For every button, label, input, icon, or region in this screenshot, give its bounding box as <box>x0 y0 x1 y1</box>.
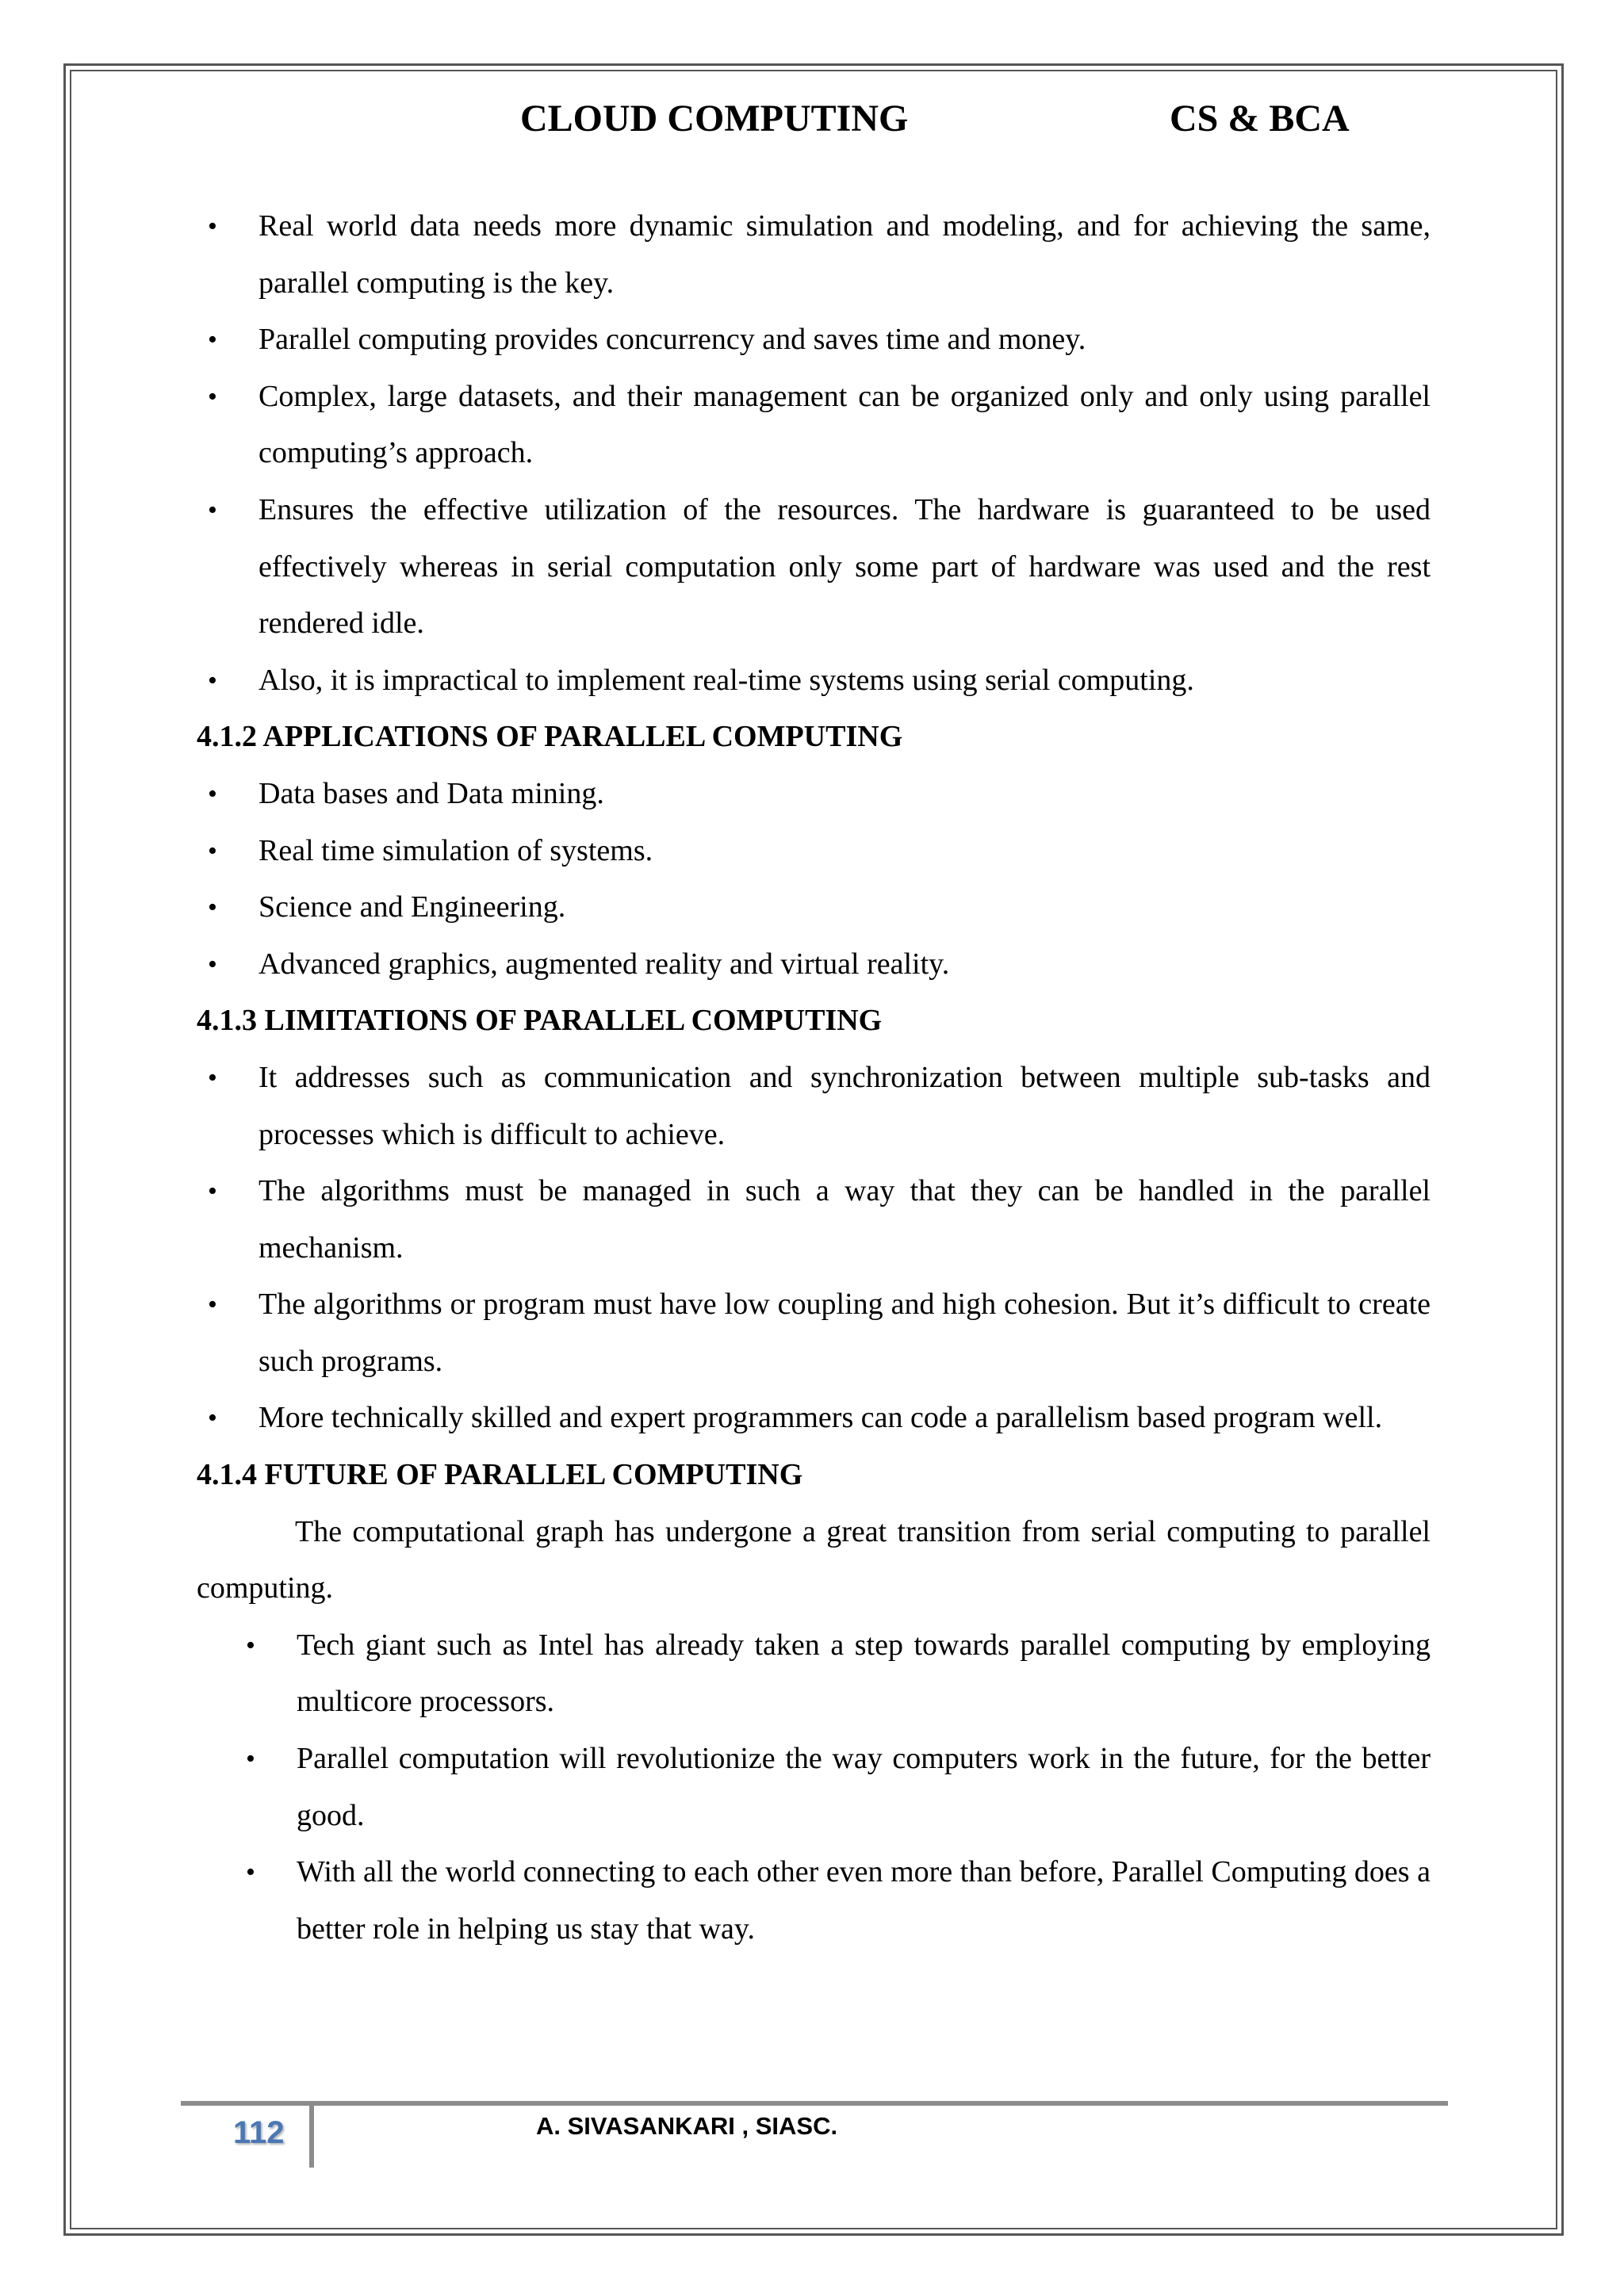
page-content <box>197 198 1431 1957</box>
list-item: • More technically skilled and expert programmers can code a parallelism based program well. <box>197 1390 1431 1447</box>
limitations-bullet-list <box>197 1050 1431 1447</box>
list-item: • It addresses such as communication and synchronization between multiple sub-tasks and processes which is difficult to achieve. <box>197 1050 1431 1163</box>
list-item: • With all the world connecting to each other even more than before, Parallel Computing does a better role in helping us stay that way. <box>197 1844 1431 1957</box>
list-item: • Also, it is impractical to implement real-time systems using serial computing. <box>197 652 1431 710</box>
list-item: • Real time simulation of systems. <box>197 823 1431 880</box>
future-bullet-list <box>197 1617 1431 1958</box>
header-title: CLOUD COMPUTING <box>520 98 909 140</box>
page-number: 112 <box>233 2115 285 2150</box>
list-item: • Advanced graphics, augmented reality and virtual reality. <box>197 936 1431 993</box>
applications-bullet-list <box>197 766 1431 993</box>
list-item: • Real world data needs more dynamic simulation and modeling, and for achieving the same, parallel computing is the key. <box>197 198 1431 312</box>
footer-rule <box>181 2101 1448 2106</box>
section-heading-limitations: 4.1.3 LIMITATIONS OF PARALLEL COMPUTING <box>197 1004 883 1038</box>
header-course: CS & BCA <box>1170 98 1350 140</box>
section-heading-future: 4.1.4 FUTURE OF PARALLEL COMPUTING <box>197 1458 803 1492</box>
page-header <box>0 97 1624 144</box>
list-item: • Data bases and Data mining. <box>197 766 1431 823</box>
list-item: • The algorithms or program must have low coupling and high cohesion. But it’s difficult to create such programs. <box>197 1276 1431 1390</box>
list-item: • Parallel computing provides concurrency and saves time and money. <box>197 312 1431 369</box>
list-item: • Parallel computation will revolutionize the way computers work in the future, for the better good. <box>197 1731 1431 1844</box>
list-item: • The algorithms must be managed in such a way that they can be handled in the parallel mechanism. <box>197 1163 1431 1276</box>
list-item: • Complex, large datasets, and their management can be organized only and only using parallel computing’s approach. <box>197 369 1431 482</box>
future-paragraph: The computational graph has undergone a great transition from serial computing to parallel computing. <box>197 1514 1431 1605</box>
intro-bullet-list <box>197 198 1431 709</box>
list-item: • Tech giant such as Intel has already taken a step towards parallel computing by employing multicore processors. <box>197 1617 1431 1731</box>
list-item: • Science and Engineering. <box>197 879 1431 936</box>
list-item: • Ensures the effective utilization of the resources. The hardware is guaranteed to be used effectively whereas in serial computation only some part of hardware was used and the rest rendered idle. <box>197 482 1431 652</box>
section-heading-applications: 4.1.2 APPLICATIONS OF PARALLEL COMPUTING <box>197 720 903 754</box>
footer-separator <box>309 2106 314 2168</box>
footer-author: A. SIVASANKARI , SIASC. <box>536 2112 838 2140</box>
